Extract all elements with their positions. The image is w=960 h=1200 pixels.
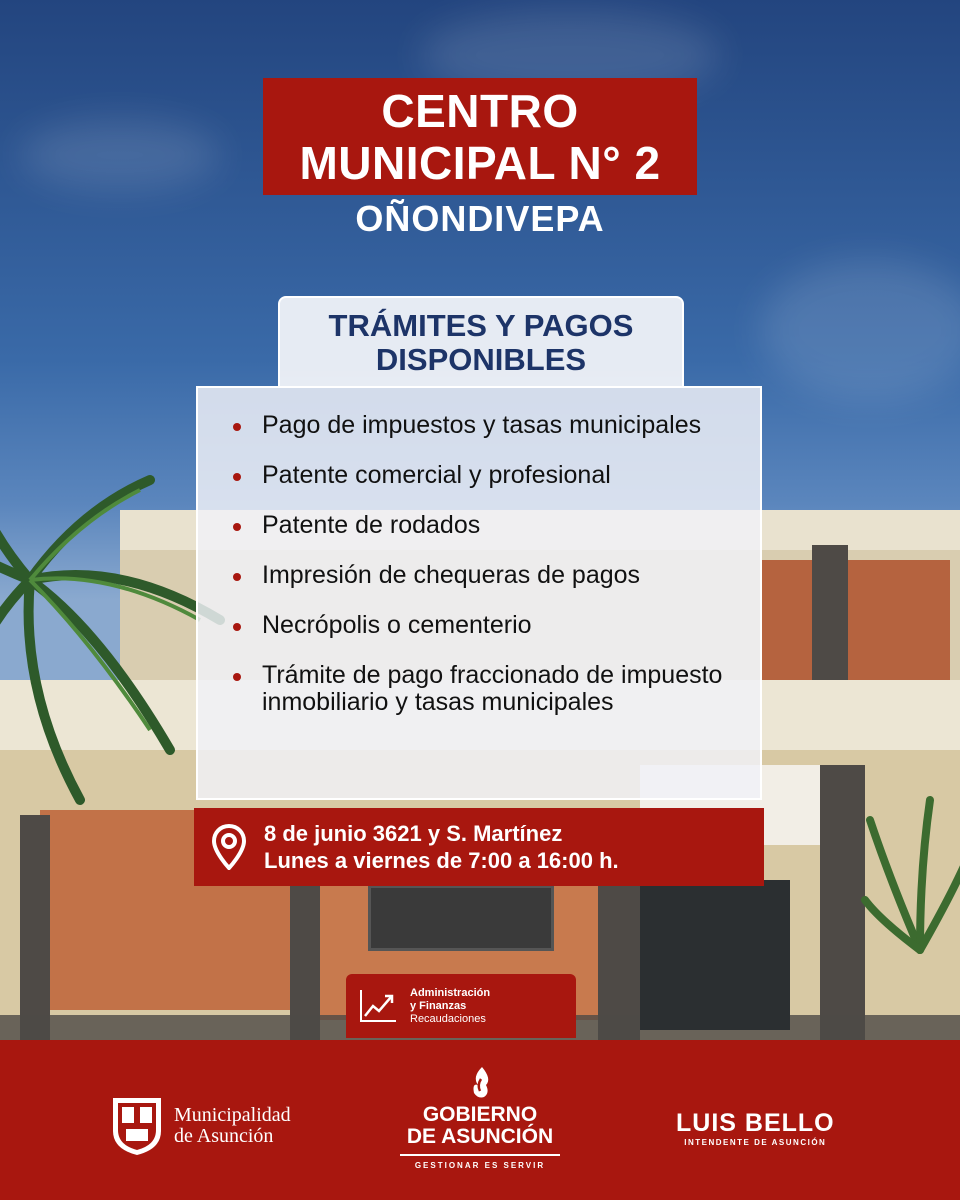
bullet-icon [233, 473, 241, 481]
bullet-icon [233, 573, 241, 581]
sky-cloud [760, 260, 960, 400]
services-heading-line-2: DISPONIBLES [375, 342, 587, 377]
title-line-2: MUNICIPAL N° 2 [299, 136, 661, 189]
bullet-icon [233, 623, 241, 631]
list-item [228, 462, 748, 489]
hours-text: Lunes a viernes de 7:00 a 16:00 h. [264, 848, 619, 873]
coat-of-arms-icon [110, 1095, 164, 1157]
department-line-2: y Finanzas [410, 999, 467, 1012]
list-item [228, 562, 748, 589]
services-heading [278, 296, 684, 388]
gobierno-line-1: GOBIERNO [422, 1103, 538, 1126]
map-pin-icon [194, 824, 264, 870]
list-item-text: Patente comercial y profesional [262, 461, 611, 489]
gobierno-slogan: GESTIONAR ES SERVIR [414, 1161, 546, 1170]
gobierno-line-2: DE ASUNCIÓN [406, 1125, 554, 1148]
department-line-3: Recaudaciones [410, 1012, 486, 1025]
municipality-line-1: Municipalidad [174, 1104, 291, 1126]
bush-illustration [860, 780, 960, 960]
list-item-text: Necrópolis o cementerio [262, 611, 532, 639]
department-line-1: Administración [410, 986, 491, 999]
list-item-text: Impresión de chequeras de pagos [262, 561, 641, 589]
list-item-text: Pago de impuestos y tasas municipales [262, 411, 702, 439]
list-item [228, 612, 748, 639]
list-item [228, 412, 748, 439]
mayor-title: INTENDENTE DE ASUNCIÓN [684, 1138, 827, 1147]
title-line-1: CENTRO [381, 84, 579, 137]
list-item-text: Trámite de pago fraccionado de impuesto inmobiliario y tasas municipales [262, 661, 723, 716]
services-list-panel [196, 386, 762, 800]
mayor-logo [676, 1110, 835, 1147]
bullet-icon [233, 673, 241, 681]
flame-icon [468, 1065, 492, 1099]
address-bar [194, 808, 764, 886]
services-heading-line-1: TRÁMITES Y PAGOS [328, 308, 634, 343]
divider [400, 1154, 560, 1156]
list-item [228, 512, 748, 539]
list-item-text: Patente de rodados [262, 511, 481, 539]
services-list [228, 412, 748, 739]
mayor-name: LUIS BELLO [676, 1109, 835, 1137]
subtitle: OÑONDIVEPA [355, 198, 605, 239]
address-text: 8 de junio 3621 y S. Martínez [264, 821, 563, 846]
municipality-line-2: de Asunción [174, 1125, 274, 1147]
gobierno-logo [390, 1065, 570, 1170]
municipality-logo [110, 1095, 291, 1157]
title-banner [263, 78, 697, 195]
list-item [228, 662, 748, 716]
trending-up-chart-icon [346, 988, 410, 1024]
bullet-icon [233, 523, 241, 531]
department-badge [346, 974, 576, 1038]
sky-cloud [20, 120, 220, 190]
bullet-icon [233, 423, 241, 431]
footer [0, 1040, 960, 1200]
